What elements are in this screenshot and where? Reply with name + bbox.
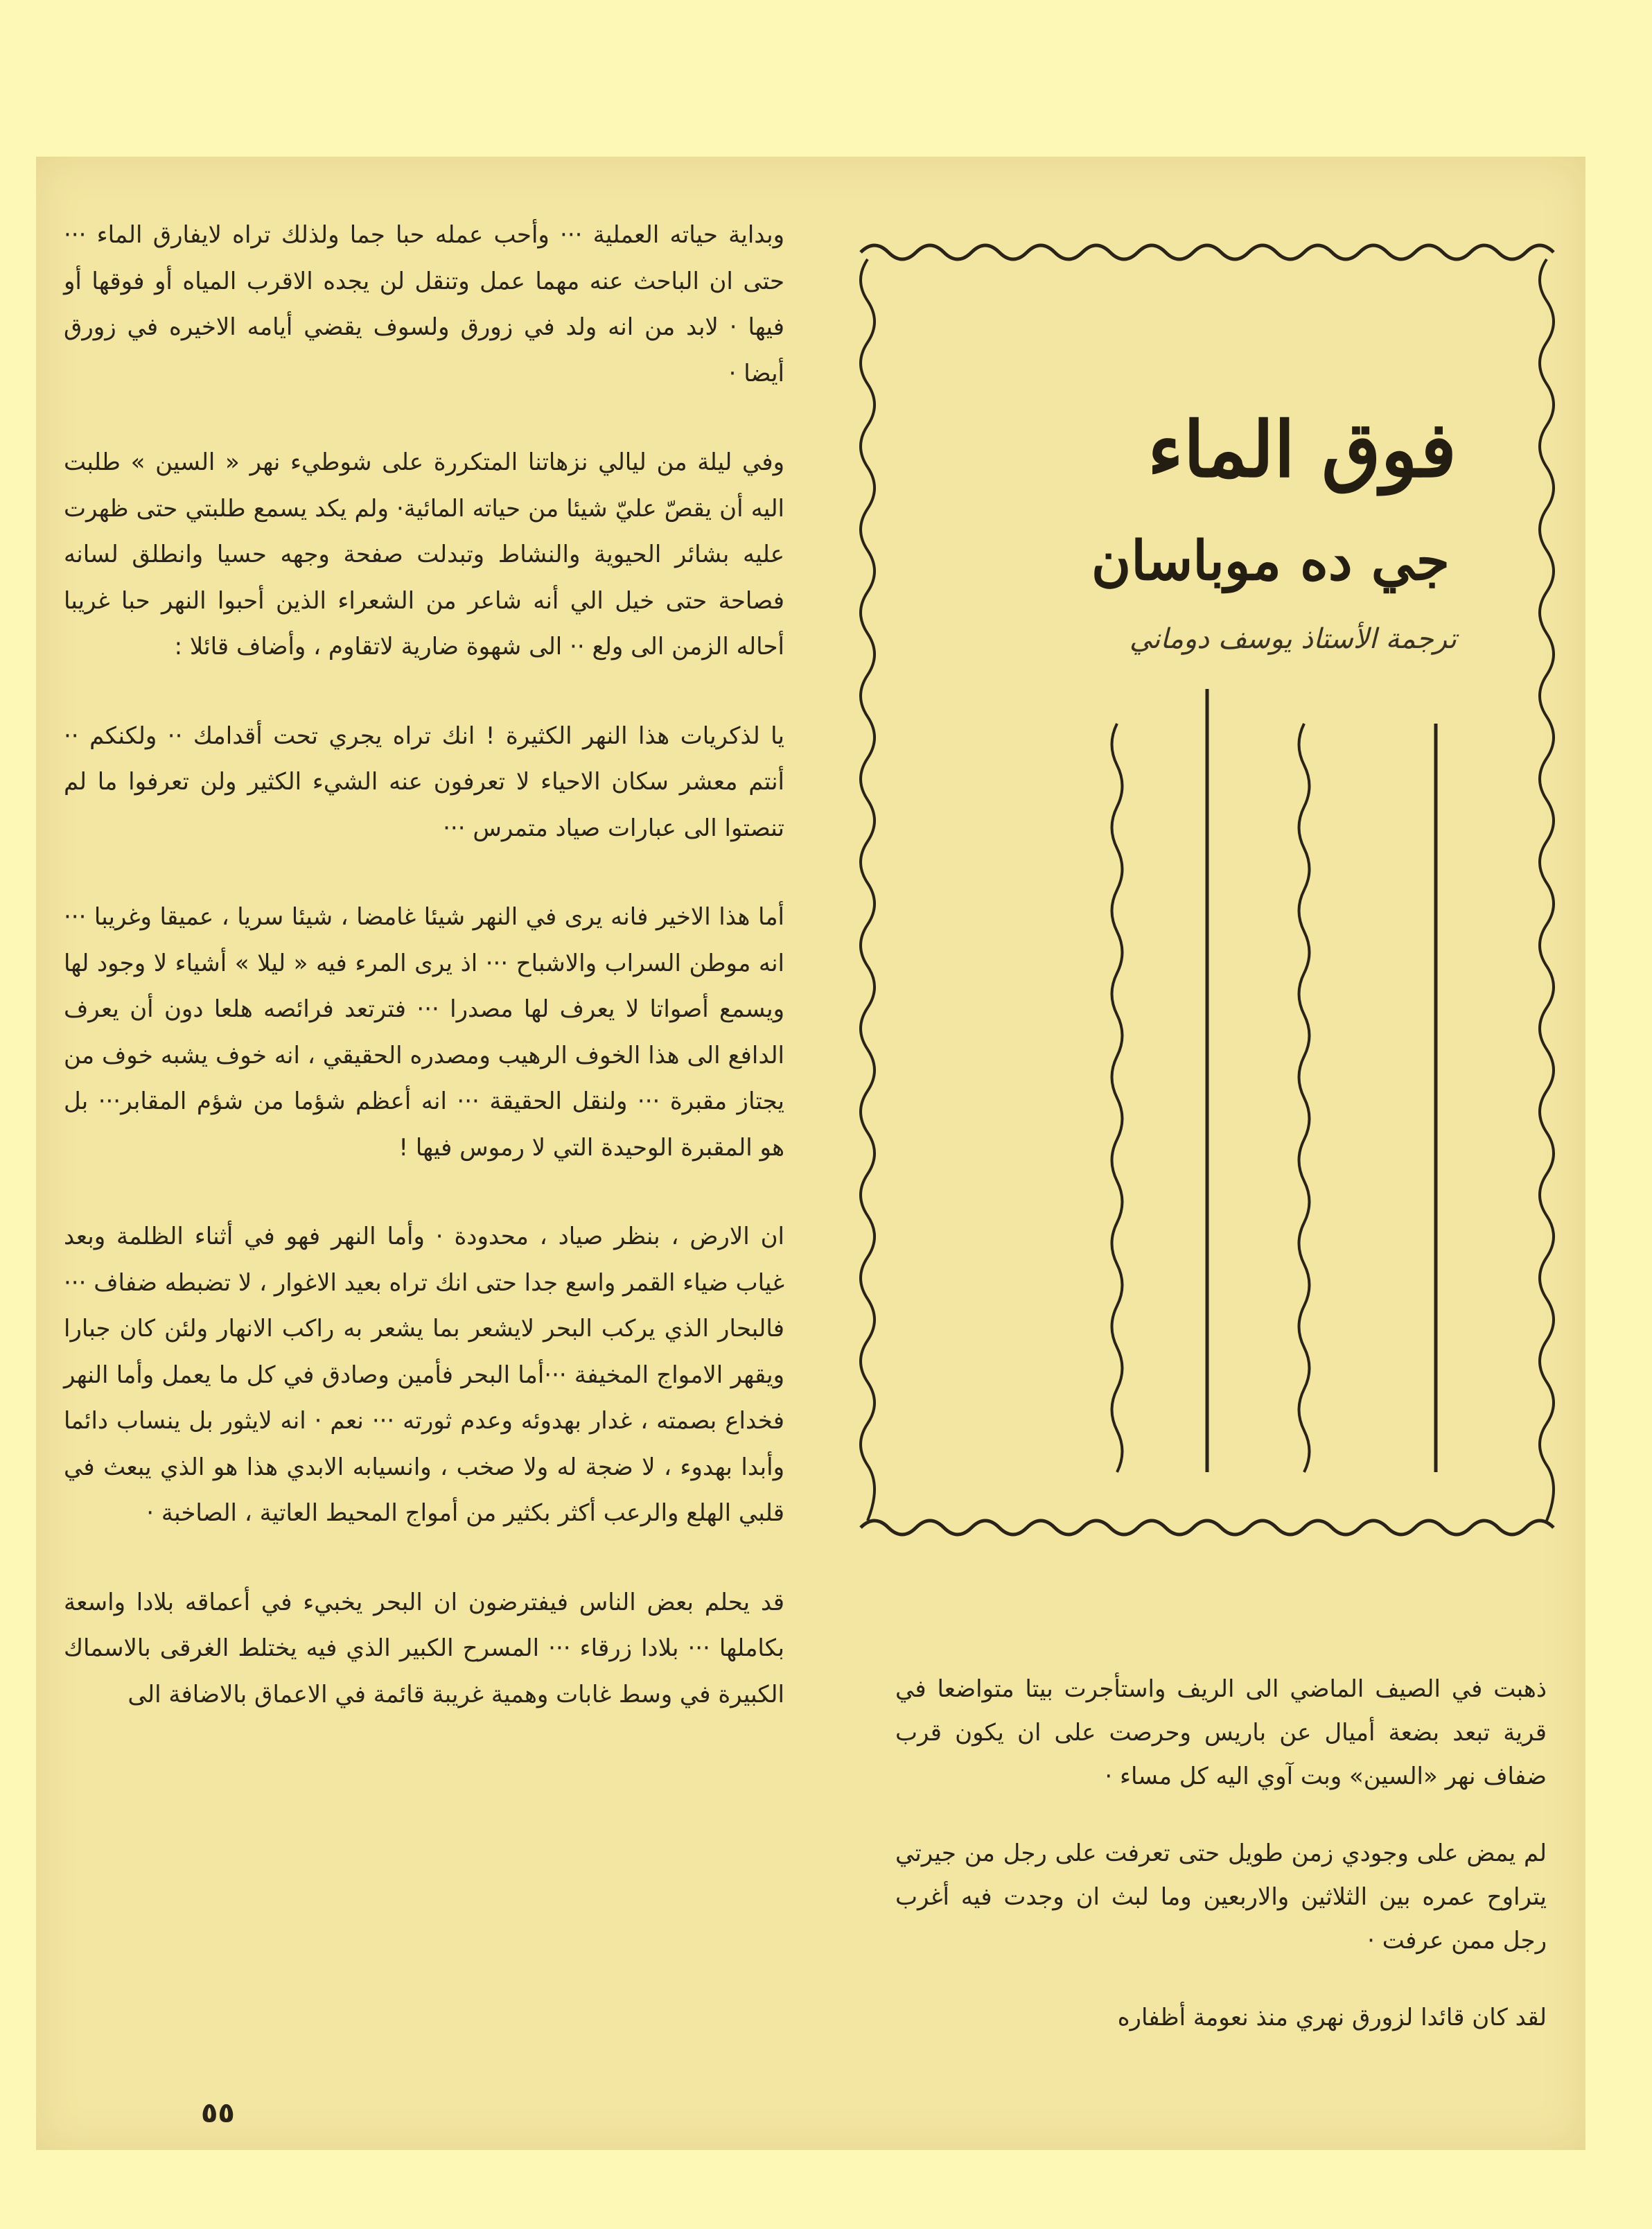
paragraph-text: يا لذكريات هذا النهر الكثيرة ! انك تراه يجري تحت أقدامك ·· ولكنكم ·· أنتم معشر سكان الاحياء لا تعرفون عنه الشيء الكثير ولن تعرفوا ما لم تنصتوا الى عبارات صياد متمرس ···: [64, 722, 784, 842]
paragraph: [895, 1668, 1547, 1799]
magazine-page: [36, 157, 1585, 2150]
right-text-column: [895, 1668, 1547, 2073]
article-author: جي ده موباسان: [1091, 530, 1450, 593]
paragraph-text: أما هذا الاخير فانه يرى في النهر شيئا غامضا ، شيئا سريا ، عميقا وغريبا ··· انه موطن السراب والاشباح ··· اذ يرى المرء فيه « ليلا » أشياء لا وجود لها ويسمع أصواتا لا يعرف لها مصدرا ··· فترتعد فرائصه هلعا دون أن يعرف الدافع الى هذا الخوف الرهيب ومصدره الحقيقي ، انه خوف يشبه خوف من يجتاز مقبرة ··· ولنقل الحقيقة ··· انه أعظم شؤما من شؤم المقابر··· بل هو المقبرة الوحيدة التي لا رموس فيها !: [64, 903, 784, 1162]
page-number: ٥٥: [201, 2097, 235, 2129]
paragraph: [64, 1580, 784, 1718]
article-title: فوق الماء: [1148, 405, 1457, 494]
paragraph-text: قد يحلم بعض الناس فيفترضون ان البحر يخبيء في أعماقه بلادا واسعة بكاملها ··· بلادا زرقاء ··· المسرح الكبير الذي فيه يختلط الغرقى بالاسماك الكبيرة في وسط غابات وهمية غريبة قائمة في الاعماق بالاضافة الى: [64, 1588, 784, 1708]
article-translator: ترجمة الأستاذ يوسف دوماني: [1129, 623, 1457, 655]
paragraph-text: ان الارض ، بنظر صياد ، محدودة · وأما النهر فهو في أثناء الظلمة وبعد غياب ضياء القمر واسع جدا حتى انك تراه بعيد الاغوار ، لا تضبطه ضفاف ··· فالبحار الذي يركب البحر لايشعر بما يشعر به راكب الانهار ولئن كان جبارا ويقهر الامواج المخيفة ···أما البحر فأمين وصادق في كل ما يعمل وأما النهر فخداع بصمته ، غدار بهدوئه وعدم ثورته ··· نعم · انه لايثور بل ينساب دائما وأبدا بهدوء ، لا ضجة له ولا صخب ، وانسيابه الابدي هذا هو الذي يبعث في قلبي الهلع والرعب أكثر بكثير من أمواج المحيط العاتية ، الصاخبة ·: [64, 1223, 784, 1527]
paragraph-text: وبداية حياته العملية ··· وأحب عمله حبا جما ولذلك تراه لايفارق الماء ··· حتى ان الباحث عنه مهما عمل وتنقل لن يجده الاقرب المياه أو فوقها أو فيها · لابد من انه ولد في زورق ولسوف يقضي أيامه الاخيره في زورق أيضا ·: [64, 221, 784, 387]
paragraph-text: لقد كان قائدا لزورق نهري منذ نعومة أظفاره: [1117, 2004, 1547, 2031]
paragraph: [895, 1832, 1547, 1963]
paragraph: [64, 212, 784, 396]
title-box: [854, 238, 1561, 1541]
paragraph-text: وفي ليلة من ليالي نزهاتنا المتكررة على شوطيء نهر « السين » طلبت اليه أن يقصّ عليّ شيئا من حياته المائية· ولم يكد يسمع طلبتي حتى ظهرت عليه بشائر الحيوية والنشاط وتبدلت صفحة وجهه حسيا وانطلق لسانه فصاحة حتى خيل الي أنه شاعر من الشعراء الذين أحبوا النهر حبا غريبا أحاله الزمن الى ولع ·· الى شهوة ضارية لاتقاوم ، وأضاف قائلا :: [64, 448, 784, 661]
paragraph-text: ذهبت في الصيف الماضي الى الريف واستأجرت بيتا متواضعا في قرية تبعد بضعة أميال عن باريس وحرصت على ان يكون قرب ضفاف نهر «السين» وبت آوي اليه كل مساء ·: [895, 1675, 1547, 1790]
paragraph: [895, 1996, 1547, 2040]
paragraph: [64, 894, 784, 1171]
paragraph: [64, 1214, 784, 1537]
paragraph: [64, 439, 784, 670]
left-text-column: [64, 212, 784, 1760]
paragraph-text: لم يمض على وجودي زمن طويل حتى تعرفت على رجل من جيرتي يتراوح عمره بين الثلاثين والاربعين وما لبث ان وجدت فيه أغرب رجل ممن عرفت ·: [895, 1839, 1547, 1955]
paragraph: [64, 713, 784, 852]
